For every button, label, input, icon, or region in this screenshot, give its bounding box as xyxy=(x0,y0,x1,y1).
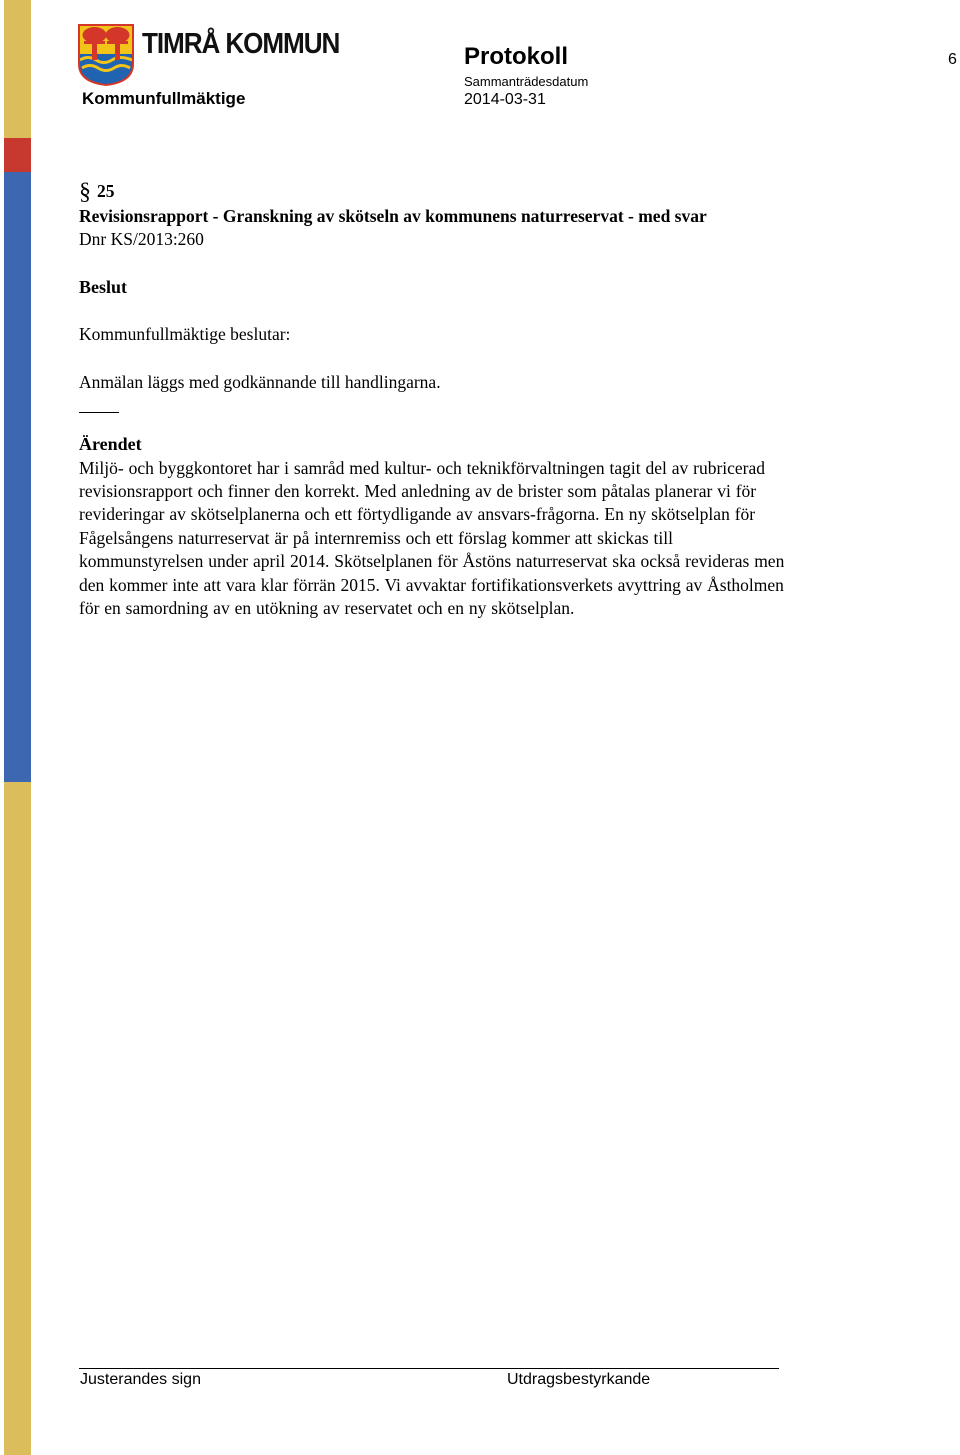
sidebar-yellow-segment xyxy=(4,0,31,138)
footer-signature-label: Justerandes sign xyxy=(80,1371,201,1388)
arendet-heading: Ärendet xyxy=(79,434,142,454)
logo-wordmark: TIMRÅ KOMMUN xyxy=(142,28,340,60)
footer-divider xyxy=(79,1368,779,1369)
page-number: 6 xyxy=(948,51,957,68)
beslut-intro: Kommunfullmäktige beslutar: xyxy=(79,324,291,344)
color-sidebar xyxy=(0,0,31,1455)
document-title: Protokoll xyxy=(464,43,569,70)
committee-name: Kommunfullmäktige xyxy=(82,89,246,108)
municipality-logo-icon xyxy=(78,24,134,86)
section-number: 25 xyxy=(97,181,115,201)
section-number-line xyxy=(79,180,799,205)
paragraph-symbol: § xyxy=(79,179,91,205)
beslut-decision: Anmälan läggs med godkännande till handlingarna. xyxy=(79,371,441,392)
arendet-text: Miljö- och byggkontoret har i samråd med kultur- och teknikförvaltningen tagit del av rubricerad revisionsrapport och finner den korrekt. Med anledning av de brister som påtalas planerar vi för revideringar av skötselplanerna och ett förtydligande av ansvars-frågorna. En ny skötselplan för Fågelsångens naturreservat är på internremiss och ett förslag kommer att skickas till kommunstyrelsen under april 2014. Skötselplanen för Åstöns naturreservat ska också revideras men den kommer inte att vara klar förrän 2015. Vi avvaktar fortifikationsverkets avyttring av Åstholmen för en samordning av en utökning av reservatet och en ny skötselplan. xyxy=(79,457,785,618)
section-title: Revisionsrapport - Granskning av skötseln av kommunens naturreservat - med svar xyxy=(79,205,707,226)
meeting-date: 2014-03-31 xyxy=(464,91,546,108)
protocol-content xyxy=(79,180,799,620)
beslut-heading: Beslut xyxy=(79,276,128,297)
case-number: Dnr KS/2013:260 xyxy=(79,229,204,249)
footer-certification-label: Utdragsbestyrkande xyxy=(507,1371,651,1388)
meeting-date-label: Sammanträdesdatum xyxy=(464,74,589,89)
sidebar-yellow-segment-bottom xyxy=(4,782,31,1455)
separator-line xyxy=(79,412,119,413)
sidebar-red-segment xyxy=(4,138,31,172)
sidebar-blue-segment xyxy=(4,172,31,782)
